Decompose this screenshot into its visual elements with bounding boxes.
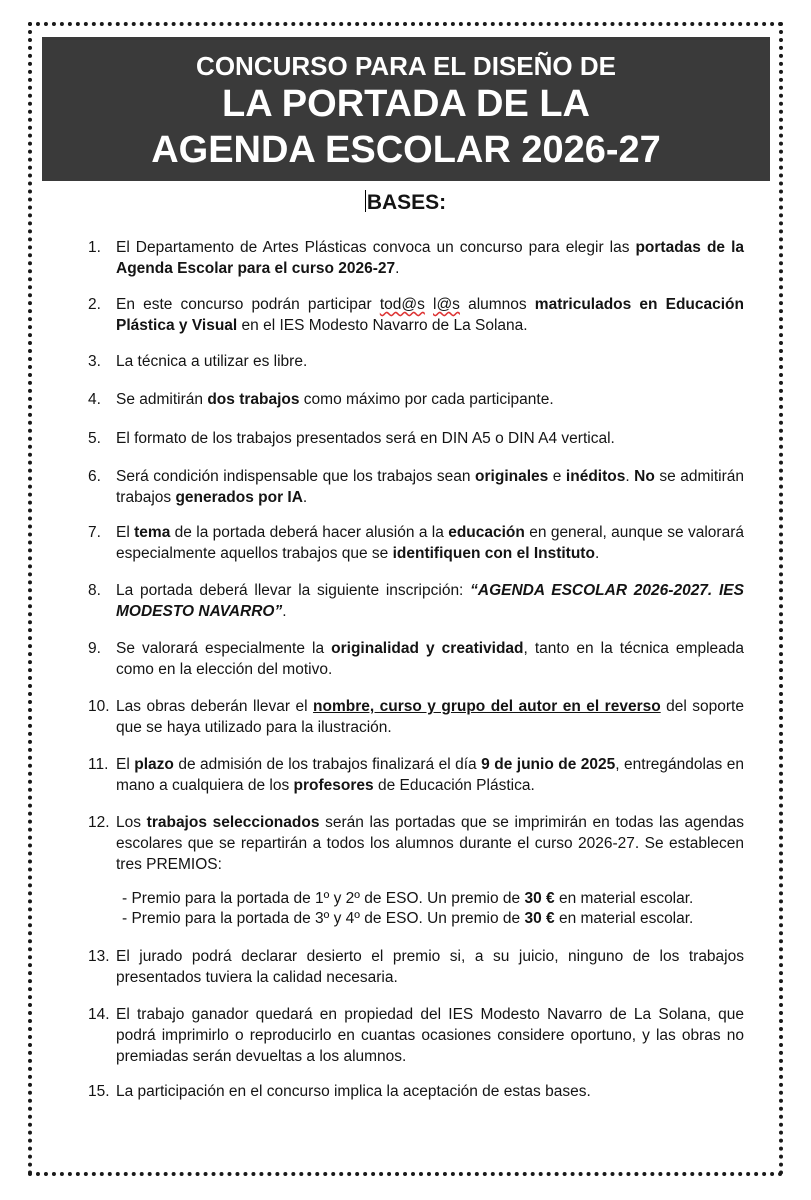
title-line-1: CONCURSO PARA EL DISEÑO DE xyxy=(196,51,616,81)
rule-item-15 xyxy=(88,1081,744,1102)
rule-text: Será condición indispensable que los trabajos sean originales e inéditos. No se admitirán trabajos generados por IA. xyxy=(116,468,744,506)
rule-number: 3. xyxy=(88,353,101,370)
rule-item-3 xyxy=(88,351,744,372)
rule-text: La portada deberá llevar la siguiente inscripción: “AGENDA ESCOLAR 2026-2027. IES MODESTO NAVARRO”. xyxy=(116,582,744,620)
rule-number: 14. xyxy=(88,1006,110,1023)
rule-number: 4. xyxy=(88,391,101,408)
rule-text: Las obras deberán llevar el nombre, curso y grupo del autor en el reverso del soporte que se haya utilizado para la ilustración. xyxy=(116,698,744,736)
rule-number: 13. xyxy=(88,948,110,965)
rule-item-7 xyxy=(88,522,744,564)
rule-item-4 xyxy=(88,389,744,410)
prize-line-1: - Premio para la portada de 1º y 2º de ESO. Un premio de 30 € en material escolar. xyxy=(122,890,694,907)
text-cursor xyxy=(365,190,366,212)
rule-item-13 xyxy=(88,946,744,988)
rule-number: 15. xyxy=(88,1083,110,1100)
rule-text: Se admitirán dos trabajos como máximo por cada participante. xyxy=(116,391,554,408)
rule-item-8 xyxy=(88,580,744,622)
rule-number: 9. xyxy=(88,640,101,657)
rule-number: 11. xyxy=(88,756,109,773)
rule-number: 6. xyxy=(88,468,101,485)
rule-text: La técnica a utilizar es libre. xyxy=(116,353,308,370)
rule-number: 2. xyxy=(88,296,101,313)
rule-number: 8. xyxy=(88,582,101,599)
rule-number: 7. xyxy=(88,524,101,541)
rule-text: Los trabajos seleccionados serán las portadas que se imprimirán en todas las agendas escolares que se repartirán a todos los alumnos durante el curso 2026-27. Se establecen tres PREMIOS: xyxy=(116,814,744,873)
rule-number: 10. xyxy=(88,698,110,715)
rule-item-6 xyxy=(88,466,744,508)
rule-text: En este concurso podrán participar tod@s l@s alumnos matriculados en Educación Plástica y Visual en el IES Modesto Navarro de La Solana. xyxy=(116,296,744,334)
title-line-2: LA PORTADA DE LA xyxy=(221,83,590,125)
rule-item-14 xyxy=(88,1004,744,1067)
title-line-3: AGENDA ESCOLAR 2026-27 xyxy=(151,129,661,171)
rule-number: 5. xyxy=(88,430,101,447)
rule-text: El formato de los trabajos presentados será en DIN A5 o DIN A4 vertical. xyxy=(116,430,615,447)
bases-heading-text: BASES: xyxy=(366,191,447,214)
rule-item-9 xyxy=(88,638,744,680)
rule-item-2 xyxy=(88,294,744,336)
bases-heading xyxy=(0,190,811,215)
rule-item-1 xyxy=(88,237,744,279)
rule-text: Se valorará especialmente la originalidad y creatividad, tanto en la técnica empleada como en la elección del motivo. xyxy=(116,640,745,678)
rule-text: El tema de la portada deberá hacer alusión a la educación en general, aunque se valorará especialmente aquellos trabajos que se identifiquen con el Instituto. xyxy=(116,524,744,562)
rule-text: El Departamento de Artes Plásticas convoca un concurso para elegir las portadas de la Agenda Escolar para el curso 2026-27. xyxy=(116,239,744,277)
rule-text: La participación en el concurso implica la aceptación de estas bases. xyxy=(116,1083,591,1100)
rule-text: El jurado podrá declarar desierto el premio si, a su juicio, ninguno de los trabajos presentados tuviera la calidad necesaria. xyxy=(116,948,744,986)
rule-item-10 xyxy=(88,696,744,738)
rule-text: El trabajo ganador quedará en propiedad del IES Modesto Navarro de La Solana, que podrá imprimirlo o reproducirlo en cuantas ocasiones considere oportuno, y las obras no premiadas serán devueltas a los alumnos. xyxy=(116,1006,744,1065)
rule-item-12 xyxy=(88,812,744,875)
rule-text: El plazo de admisión de los trabajos finalizará el día 9 de junio de 2025, entregándolas en mano a cualquiera de los profesores de Educación Plástica. xyxy=(116,756,744,794)
rule-number: 1. xyxy=(88,239,101,256)
title-banner xyxy=(42,37,770,181)
rule-item-5 xyxy=(88,428,744,449)
prize-line-2: - Premio para la portada de 3º y 4º de ESO. Un premio de 30 € en material escolar. xyxy=(122,910,694,927)
rule-number: 12. xyxy=(88,814,110,831)
rule-item-11 xyxy=(88,754,744,796)
